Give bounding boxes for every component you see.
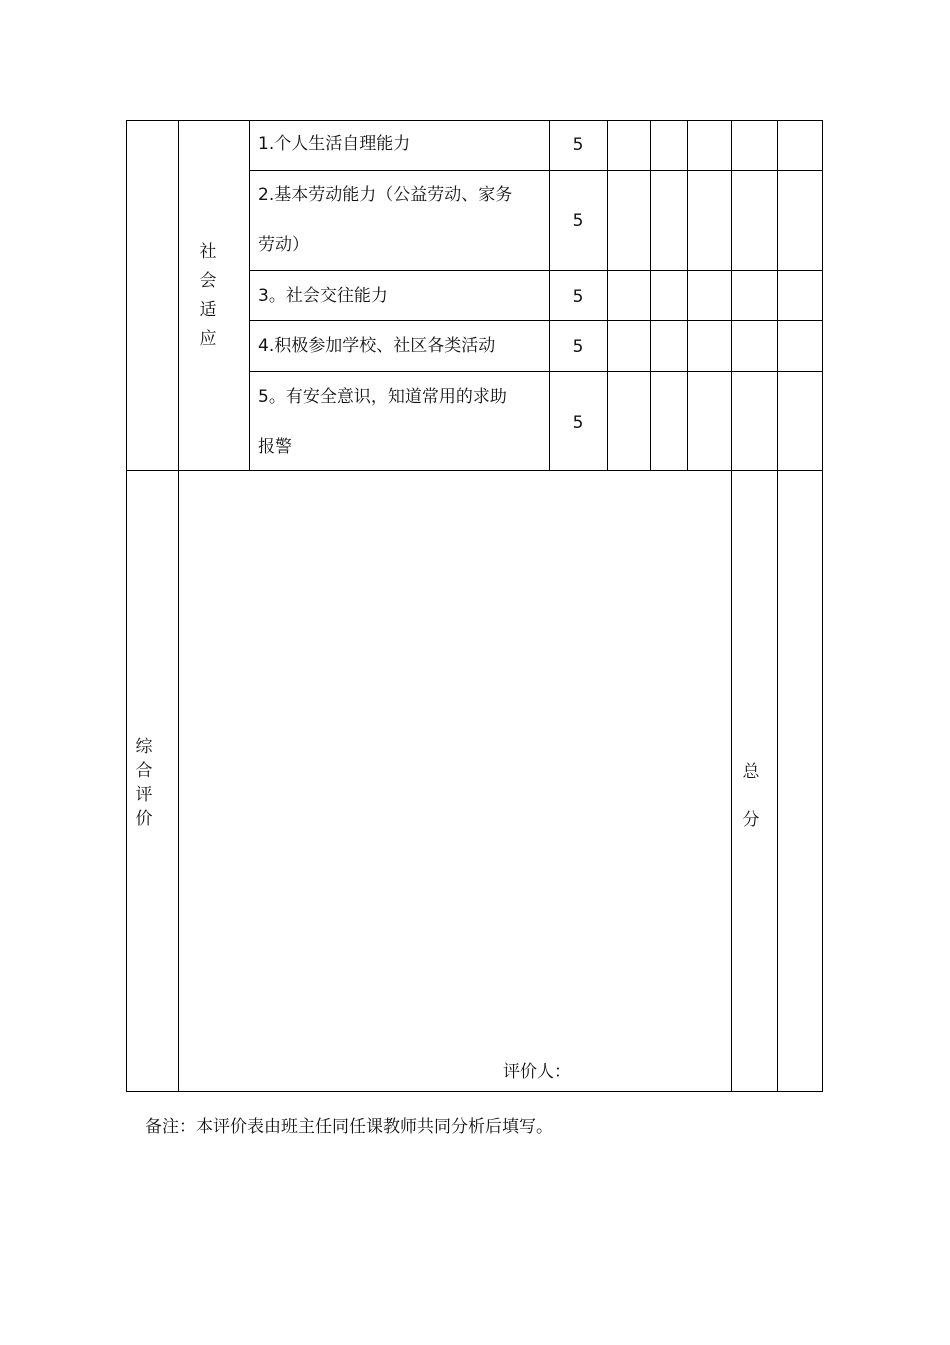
item-text-cont: 劳动）: [258, 235, 309, 255]
section-label-char: 会: [199, 271, 217, 291]
item-score: 5: [572, 135, 584, 155]
item-text: 4.积极参加学校、社区各类活动: [258, 336, 496, 356]
summary-label-char: 综: [135, 737, 153, 757]
evaluator-label: 评价人：: [503, 1062, 571, 1082]
item-score: 5: [572, 211, 584, 231]
total-score-label: [741, 748, 761, 844]
summary-label-char: 合: [135, 761, 153, 781]
item-score: 5: [572, 413, 584, 433]
summary-label: [134, 735, 154, 831]
summary-label-char: 评: [135, 785, 153, 805]
footnote: 备注：本评价表由班主任同任课教师共同分析后填写。: [145, 1117, 553, 1137]
comment-area[interactable]: [179, 471, 731, 1091]
item-text: 3。社会交往能力: [258, 286, 388, 306]
total-score-char: 分: [742, 810, 760, 830]
item-score: 5: [572, 287, 584, 307]
section-label-char: 适: [199, 300, 217, 320]
item-text-cont: 报警: [258, 437, 292, 457]
total-score-char: 总: [742, 762, 760, 782]
item-text: 2.基本劳动能力（公益劳动、家务: [258, 185, 513, 205]
summary-label-char: 价: [135, 809, 153, 829]
section-label: [198, 238, 218, 354]
item-score: 5: [572, 337, 584, 357]
item-text: 5。有安全意识，知道常用的求助: [258, 387, 507, 407]
section-label-char: 社: [199, 242, 217, 262]
total-score-field[interactable]: [778, 471, 822, 1091]
item-text: 1.个人生活自理能力: [258, 134, 411, 154]
section-label-char: 应: [199, 329, 217, 349]
